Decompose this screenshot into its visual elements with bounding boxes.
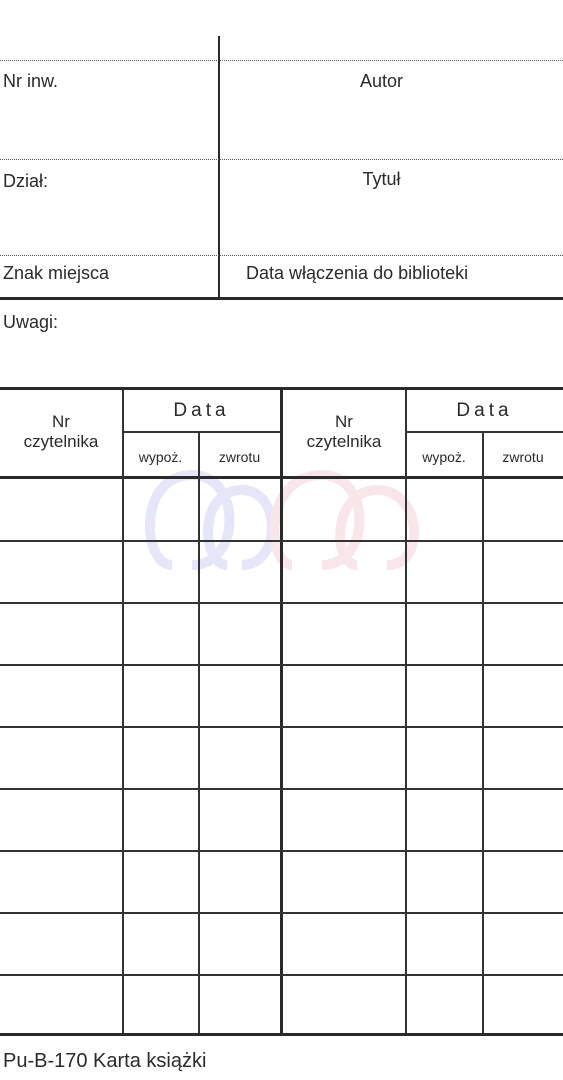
header-bottom-rule (0, 297, 563, 300)
nr-inw-label: Nr inw. (3, 71, 59, 91)
nr-label-right: Nr (335, 412, 353, 431)
zwrotu-header-left: zwrotu (218, 449, 261, 465)
table-row-line (0, 602, 563, 604)
col-divider-2 (198, 432, 200, 1033)
dotted-line-2 (0, 159, 563, 160)
czytelnika-label-right: czytelnika (306, 432, 382, 451)
nr-czytelnika-header-left (0, 412, 122, 452)
table-row-line (0, 540, 563, 542)
data-subheader-line-left (122, 431, 280, 433)
col-divider-1 (122, 390, 124, 1033)
data-subheader-line-right (405, 431, 563, 433)
table-row-line (0, 850, 563, 852)
wypoz-header-left: wypoż. (138, 449, 183, 465)
col-divider-5 (482, 432, 484, 1033)
data-header-left: Data (173, 400, 230, 421)
table-row-line (0, 664, 563, 666)
table-row-line (0, 788, 563, 790)
autor-label: Autor (359, 71, 404, 91)
form-code-footer: Pu-B-170 Karta książki (3, 1050, 207, 1072)
table-row-line (0, 726, 563, 728)
data-header-right: Data (456, 400, 513, 421)
table-row-line (0, 974, 563, 976)
dzial-label: Dział: (3, 171, 49, 191)
wypoz-header-right: wypoż. (422, 449, 466, 465)
zwrotu-header-right: zwrotu (502, 449, 544, 465)
czytelnika-label-left: czytelnika (23, 432, 99, 451)
publisher-logo-watermark-icon (132, 455, 442, 585)
nr-czytelnika-header-right (283, 412, 405, 452)
dotted-line-3 (0, 255, 563, 256)
col-divider-4 (405, 390, 407, 1033)
uwagi-label: Uwagi: (3, 312, 59, 332)
table-row-line (0, 912, 563, 914)
nr-label-left: Nr (52, 412, 70, 431)
center-divider (280, 390, 283, 1033)
data-wlaczenia-label: Data włączenia do biblioteki (246, 263, 469, 283)
table-bottom-rule (0, 1033, 563, 1036)
dotted-line-1 (0, 60, 563, 61)
znak-miejsca-label: Znak miejsca (3, 263, 110, 283)
tytul-label: Tytuł (362, 169, 401, 189)
